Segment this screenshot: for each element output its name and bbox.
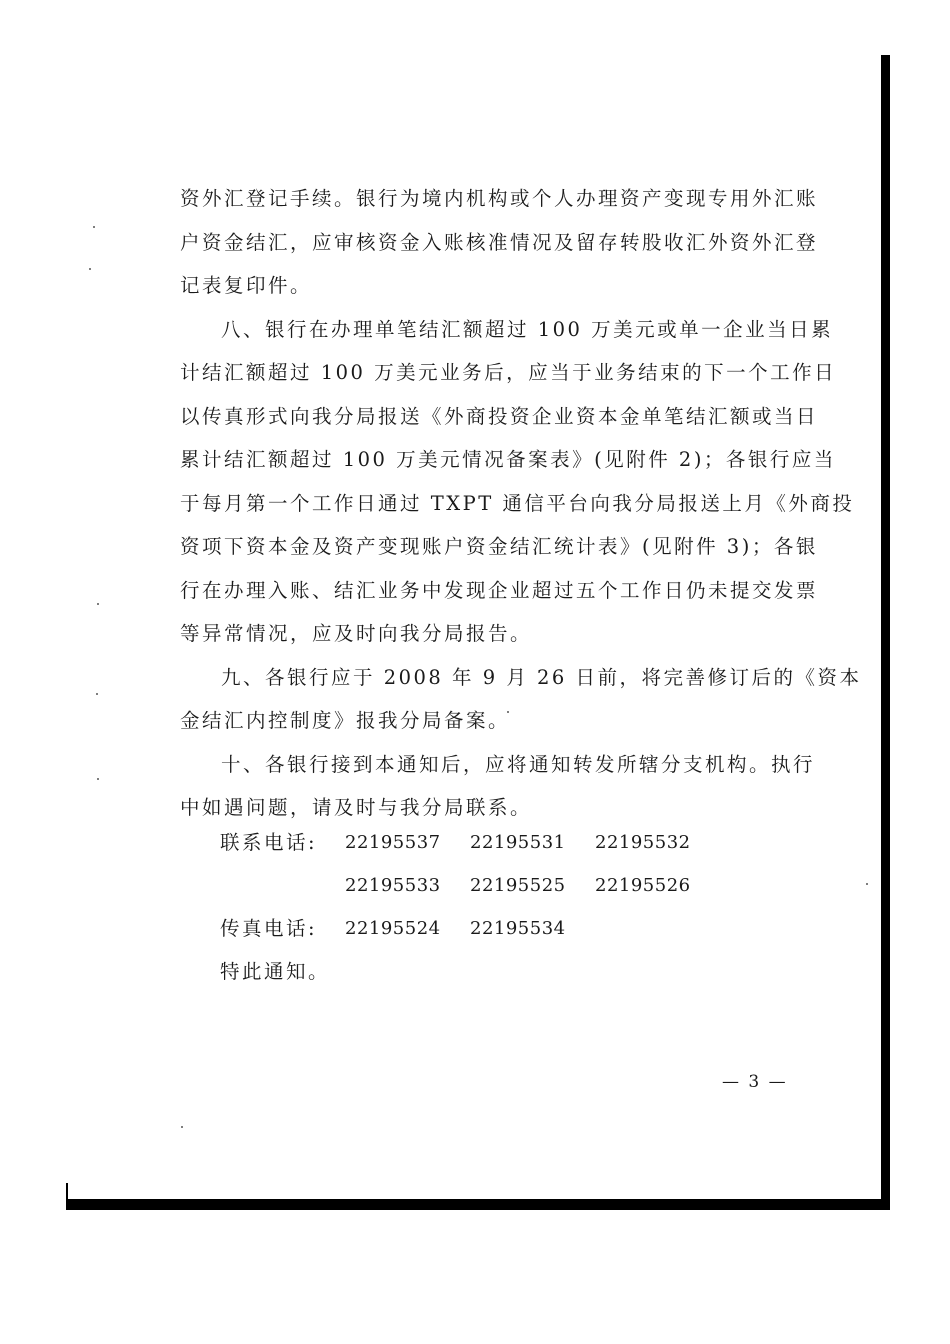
- phone-number: 22195533: [345, 875, 441, 896]
- scan-speck: [96, 693, 98, 695]
- body-text: [180, 177, 862, 830]
- phone-label: 联系电话:: [220, 831, 318, 854]
- text-line: 中如遇问题，请及时与我分局联系。: [180, 796, 533, 819]
- paragraph-10: [180, 743, 816, 830]
- page-number: — 3 —: [722, 1072, 788, 1092]
- text-line: 等异常情况，应及时向我分局报告。: [180, 622, 533, 645]
- closing-text: 特此通知。: [220, 960, 331, 983]
- fax-label: 传真电话:: [220, 917, 318, 940]
- text-line: 累计结汇额超过 100 万美元情况备案表》(见附件 2)；各银行应当: [180, 448, 836, 471]
- paragraph-9: [180, 656, 862, 743]
- phone-number: 22195526: [595, 875, 691, 896]
- text-line: 资项下资本金及资产变现账户资金结汇统计表》(见附件 3)；各银: [180, 535, 818, 558]
- scan-border-corner: [66, 1183, 68, 1203]
- paragraph-registration: [180, 177, 819, 308]
- text-line: 计结汇额超过 100 万美元业务后，应当于业务结束的下一个工作日: [180, 361, 837, 384]
- text-line: 资外汇登记手续。银行为境内机构或个人办理资产变现专用外汇账: [180, 187, 819, 210]
- phone-number: 22195525: [470, 875, 566, 896]
- phone-number: 22195532: [595, 832, 691, 853]
- text-line: 金结汇内控制度》报我分局备案。: [180, 709, 511, 732]
- text-line: 八、银行在办理单笔结汇额超过 100 万美元或单一企业当日累: [221, 317, 834, 341]
- text-line: 九、各银行应于 2008 年 9 月 26 日前，将完善修订后的《资本: [221, 665, 862, 689]
- paragraph-8: [180, 308, 855, 656]
- text-line: 以传真形式向我分局报送《外商投资企业资本金单笔结汇额或当日: [180, 404, 819, 428]
- scan-speck: [866, 883, 868, 885]
- text-line: 行在办理入账、结汇业务中发现企业超过五个工作日仍未提交发票: [180, 578, 819, 602]
- scan-border-right: [881, 55, 890, 1210]
- scan-border-bottom: [66, 1199, 890, 1210]
- fax-number: 22195534: [470, 918, 566, 939]
- fax-number: 22195524: [345, 918, 441, 939]
- phone-number: 22195537: [345, 832, 441, 853]
- text-line: 于每月第一个工作日通过 TXPT 通信平台向我分局报送上月《外商投: [180, 491, 855, 515]
- scan-speck: [89, 268, 91, 270]
- scan-speck: [181, 1126, 183, 1128]
- text-line: 记表复印件。: [180, 274, 313, 297]
- text-line: 十、各银行接到本通知后，应将通知转发所辖分支机构。执行: [221, 752, 816, 776]
- text-line: 户资金结汇，应审核资金入账核准情况及留存转股收汇外资外汇登: [180, 230, 819, 254]
- scan-speck: [97, 603, 99, 605]
- phone-number: 22195531: [470, 832, 566, 853]
- scan-speck: [93, 226, 95, 228]
- scan-speck: [97, 778, 99, 780]
